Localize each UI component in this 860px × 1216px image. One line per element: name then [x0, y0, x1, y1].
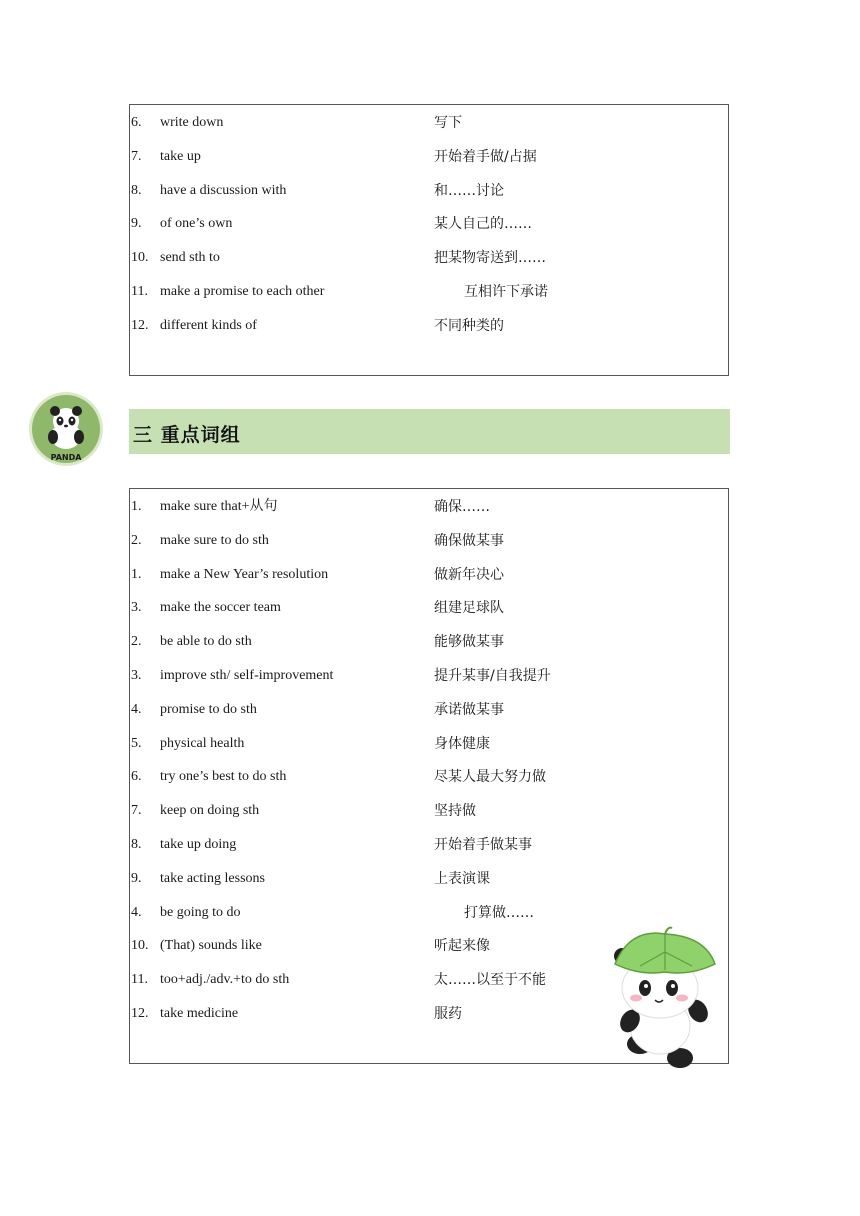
phrase-row — [130, 282, 728, 302]
english-phrase: try one’s best to do sth — [160, 769, 287, 785]
chinese-meaning: 做新年决心 — [434, 566, 504, 583]
english-phrase: physical health — [160, 735, 245, 751]
english-phrase: send sth to — [160, 250, 220, 266]
english-phrase: be going to do — [160, 904, 241, 920]
phrase-row — [130, 801, 728, 821]
phrase-row — [130, 598, 728, 618]
chinese-meaning: 上表演课 — [434, 870, 490, 887]
row-number: 8. — [131, 182, 142, 198]
chinese-meaning: 太……以至于不能 — [434, 972, 546, 989]
panda-leaf-mascot-icon — [610, 926, 720, 1071]
chinese-meaning: 和……讨论 — [434, 182, 504, 199]
chinese-meaning: 坚持做 — [434, 803, 476, 820]
english-phrase: take up — [160, 148, 201, 164]
english-phrase: too+adj./adv.+to do sth — [160, 972, 290, 988]
chinese-meaning: 某人自己的…… — [434, 216, 532, 233]
english-phrase: different kinds of — [160, 317, 257, 333]
chinese-meaning: 确保做某事 — [434, 532, 504, 549]
english-phrase: make a New Year’s resolution — [160, 566, 329, 582]
phrase-row — [130, 497, 728, 517]
row-number: 3. — [131, 668, 142, 683]
phrase-row — [130, 316, 728, 336]
row-number: 12. — [131, 317, 149, 333]
phrase-row — [130, 835, 728, 855]
row-number: 10. — [131, 938, 149, 954]
chinese-meaning: 承诺做某事 — [434, 701, 504, 718]
chinese-meaning: 打算做…… — [464, 904, 534, 921]
english-phrase: keep on doing sth — [160, 803, 260, 819]
chinese-meaning: 写下 — [434, 115, 462, 131]
section-heading-bar — [129, 409, 730, 454]
row-number: 11. — [131, 972, 148, 988]
chinese-meaning: 开始着手做/占据 — [434, 148, 537, 165]
chinese-meaning: 开始着手做某事 — [434, 837, 532, 853]
row-number: 9. — [131, 870, 142, 886]
chinese-meaning: 服药 — [434, 1006, 462, 1022]
row-number: 9. — [131, 216, 142, 232]
row-number: 10. — [131, 250, 149, 266]
row-number: 4. — [131, 701, 142, 717]
english-phrase: (That) sounds like — [160, 938, 262, 954]
phrase-row — [130, 767, 728, 787]
english-phrase: have a discussion with — [160, 182, 287, 198]
phrase-row — [130, 869, 728, 889]
phrase-row — [130, 147, 728, 167]
phrase-row — [130, 565, 728, 585]
phrase-row — [130, 666, 728, 686]
chinese-meaning: 把某物寄送到…… — [434, 250, 546, 267]
row-number: 1. — [131, 499, 142, 514]
row-number: 7. — [131, 803, 142, 819]
english-phrase: of one’s own — [160, 216, 233, 232]
phrase-row — [130, 903, 728, 923]
section-title: 三 重点词组 — [133, 424, 241, 446]
english-phrase: make a promise to each other — [160, 284, 325, 299]
english-phrase: promise to do sth — [160, 701, 257, 717]
row-number: 6. — [131, 115, 142, 130]
phrase-row — [130, 632, 728, 652]
phrase-row — [130, 214, 728, 234]
row-number: 12. — [131, 1006, 149, 1021]
english-phrase: be able to do sth — [160, 634, 252, 650]
english-phrase: take acting lessons — [160, 870, 265, 886]
phrase-table-continued — [129, 104, 729, 376]
panda-badge-icon — [26, 391, 106, 471]
row-number: 6. — [131, 769, 142, 785]
phrase-row — [130, 531, 728, 551]
phrase-row — [130, 113, 728, 133]
phrase-row — [130, 734, 728, 754]
phrase-row — [130, 181, 728, 201]
chinese-meaning: 能够做某事 — [434, 634, 504, 651]
row-number: 2. — [131, 532, 142, 548]
chinese-meaning: 互相许下承诺 — [464, 284, 548, 300]
phrase-row — [130, 700, 728, 720]
english-phrase: make sure to do sth — [160, 532, 269, 548]
chinese-meaning: 不同种类的 — [434, 317, 504, 334]
row-number: 2. — [131, 634, 142, 650]
chinese-meaning: 确保…… — [434, 499, 490, 515]
row-number: 1. — [131, 566, 142, 582]
chinese-meaning: 组建足球队 — [434, 600, 504, 617]
row-number: 3. — [131, 600, 142, 616]
row-number: 11. — [131, 284, 148, 299]
english-phrase: make the soccer team — [160, 600, 281, 616]
chinese-meaning: 尽某人最大努力做 — [434, 769, 546, 786]
row-number: 8. — [131, 837, 142, 852]
chinese-meaning: 提升某事/自我提升 — [434, 668, 551, 684]
svg-text:PANDA: PANDA — [50, 453, 82, 462]
english-phrase: improve sth/ self-improvement — [160, 668, 334, 683]
english-phrase: make sure that+从句 — [160, 499, 278, 514]
english-phrase: take medicine — [160, 1006, 239, 1021]
english-phrase: write down — [160, 115, 224, 130]
row-number: 5. — [131, 735, 142, 751]
chinese-meaning: 身体健康 — [434, 735, 490, 752]
chinese-meaning: 听起来像 — [434, 938, 490, 955]
english-phrase: take up doing — [160, 837, 237, 852]
row-number: 7. — [131, 148, 142, 164]
phrase-row — [130, 248, 728, 268]
row-number: 4. — [131, 904, 142, 920]
